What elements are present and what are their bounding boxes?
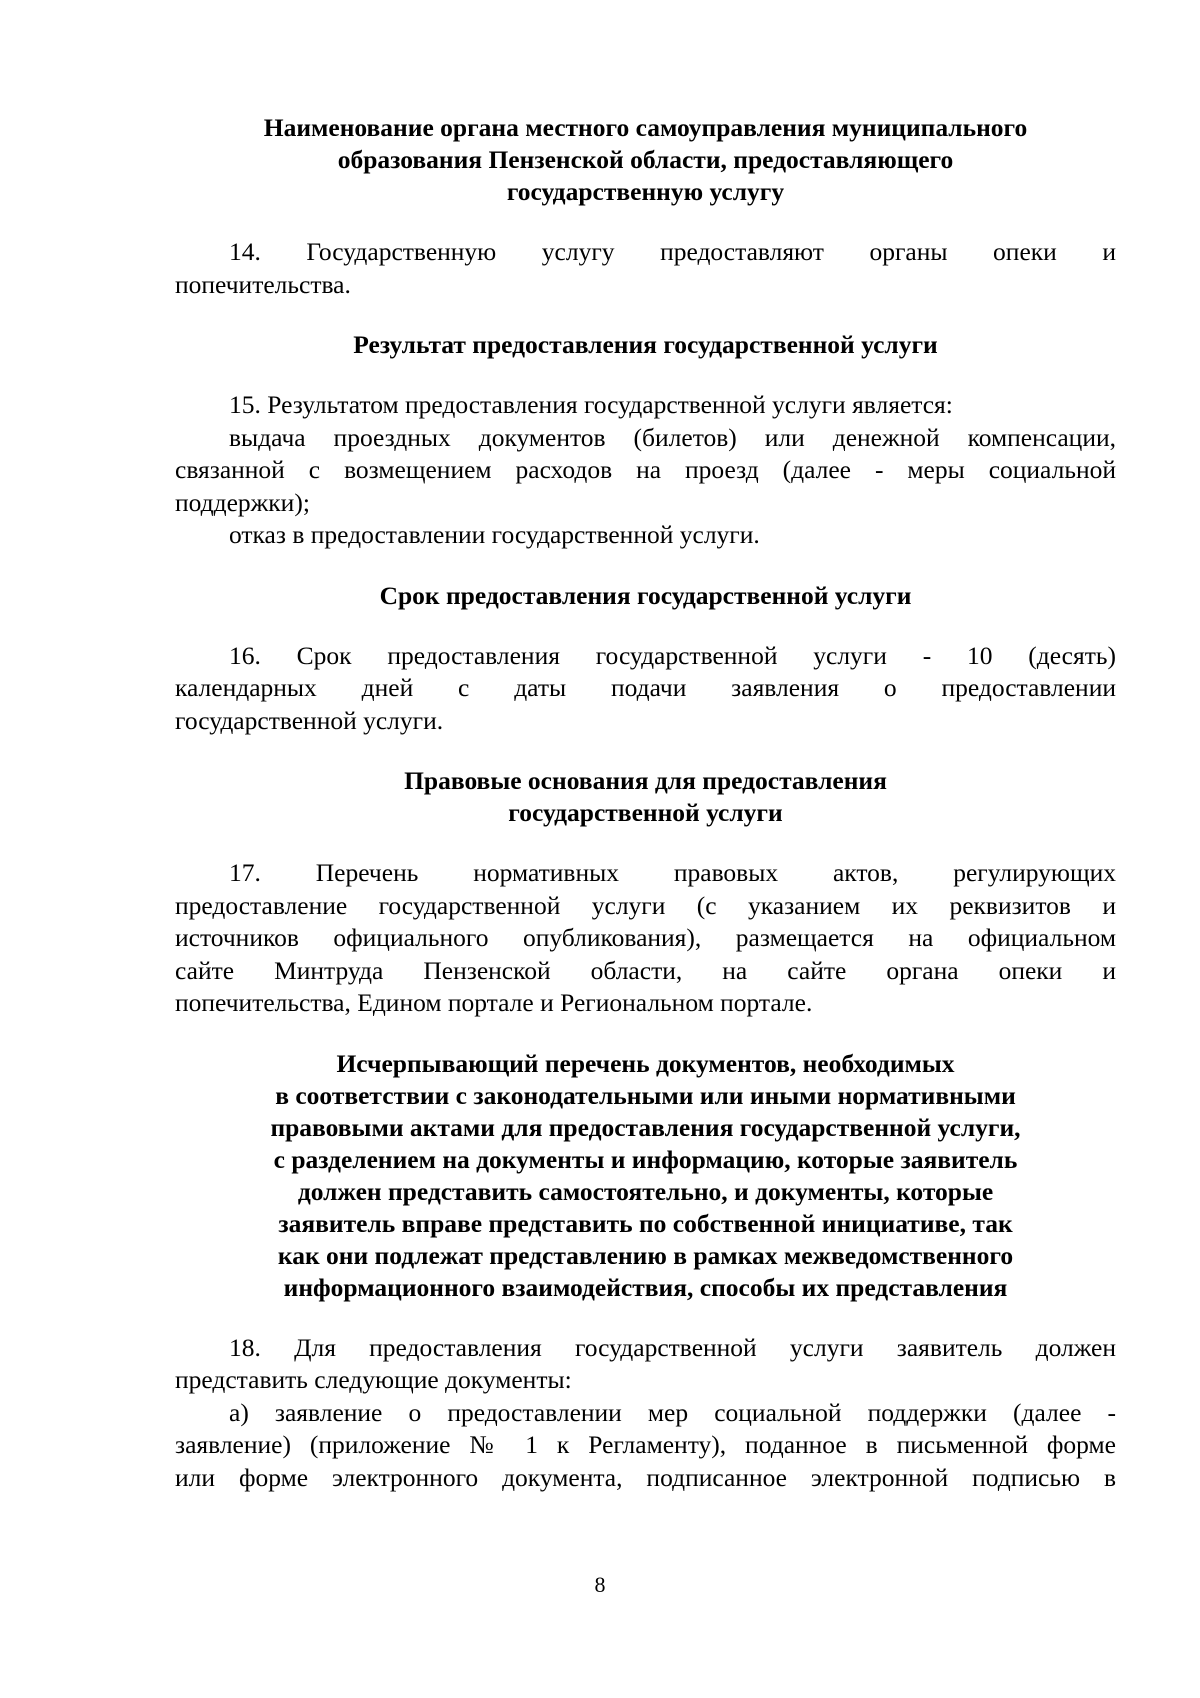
heading-line: Исчерпывающий перечень документов, необходимых — [336, 1048, 955, 1078]
section-heading-term — [175, 580, 1116, 612]
heading-line: образования Пензенской области, предоставляющего — [337, 145, 954, 174]
heading-line: должен представить самостоятельно, и документы, которые — [297, 1176, 994, 1206]
heading-line: Наименование органа местного самоуправления муниципального — [263, 113, 1028, 142]
paragraph-18 — [175, 1332, 1116, 1495]
heading-line: заявитель вправе представить по собственной инициативе, так — [278, 1208, 1013, 1238]
paragraph-line: попечительства, Едином портале и Региональном портале. — [175, 988, 813, 1017]
paragraph-line: сайте Минтруда Пензенской области, на сайте органа опеки и — [175, 955, 1116, 985]
paragraph-line: источников официального опубликования), размещается на официальном — [175, 923, 1116, 952]
paragraph-line: 14. Государственную услугу предоставляют органы опеки и — [229, 237, 1116, 266]
paragraph-line: попечительства. — [175, 269, 351, 299]
section-heading-authority — [175, 112, 1116, 208]
heading-line: правовыми актами для предоставления государственной услуги, — [270, 1112, 1021, 1142]
heading-line: Правовые основания для предоставления — [404, 766, 887, 795]
section-heading-legal-basis — [175, 765, 1116, 829]
paragraph-line: связанной с возмещением расходов на проезд (далее - меры социальной — [175, 455, 1116, 484]
heading-line: Результат предоставления государственной услуги — [353, 330, 938, 359]
heading-line: с разделением на документы и информацию, которые заявитель — [273, 1144, 1018, 1174]
document-page — [175, 112, 1116, 1494]
paragraph-16 — [175, 640, 1116, 738]
paragraph-line: выдача проездных документов (билетов) или денежной компенсации, — [229, 422, 1116, 452]
section-heading-result — [175, 329, 1116, 361]
paragraph-line: календарных дней с даты подачи заявления о предоставлении — [175, 673, 1116, 702]
paragraph-line: 15. Результатом предоставления государственной услуги является: — [229, 390, 953, 419]
paragraph-line: отказ в предоставлении государственной услуги. — [229, 520, 760, 549]
section-heading-documents-list — [175, 1048, 1116, 1304]
paragraph-14 — [175, 236, 1116, 301]
paragraph-line: представить следующие документы: — [175, 1365, 572, 1394]
heading-line: как они подлежат представлению в рамках межведомственного — [277, 1240, 1014, 1270]
paragraph-17 — [175, 857, 1116, 1020]
heading-line: государственной услуги — [508, 798, 783, 827]
heading-line: государственную услугу — [506, 177, 785, 206]
heading-line: Срок предоставления государственной услуги — [379, 580, 912, 610]
heading-line: информационного взаимодействия, способы их представления — [283, 1272, 1008, 1302]
paragraph-line: поддержки); — [175, 487, 310, 517]
paragraph-line: государственной услуги. — [175, 705, 444, 735]
heading-line: в соответствии с законодательными или иными нормативными — [275, 1080, 1016, 1110]
paragraph-line: 16. Срок предоставления государственной услуги - 10 (десять) — [229, 640, 1116, 670]
page-number: 8 — [594, 1572, 606, 1597]
paragraph-line: 17. Перечень нормативных правовых актов, регулирующих — [229, 858, 1116, 887]
paragraph-15 — [175, 389, 1116, 552]
paragraph-line: а) заявление о предоставлении мер социальной поддержки (далее - — [229, 1397, 1116, 1427]
paragraph-line: или форме электронного документа, подписанное электронной подписью в — [175, 1462, 1116, 1492]
paragraph-line: предоставление государственной услуги (с указанием их реквизитов и — [175, 890, 1116, 920]
paragraph-line: заявление) (приложение № 1 к Регламенту), поданное в письменной форме — [175, 1430, 1116, 1459]
paragraph-line: 18. Для предоставления государственной услуги заявитель должен — [229, 1332, 1116, 1362]
